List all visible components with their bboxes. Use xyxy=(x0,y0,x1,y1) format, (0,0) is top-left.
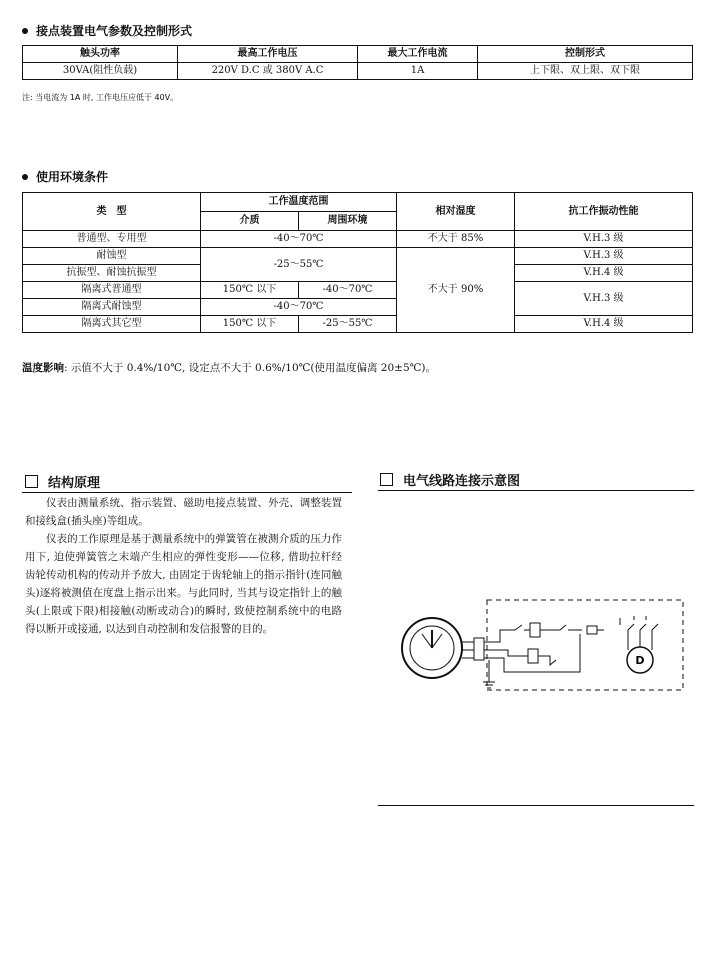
cell-vibration: V.H.4 级 xyxy=(515,265,693,282)
table-row xyxy=(23,282,693,299)
section-title-text: 接点装置电气参数及控制形式 xyxy=(36,24,193,38)
temperature-effect-text: : 示值不大于 0.4%/10℃, 设定点不大于 0.6%/10℃(使用温度偏离 20±5℃)。 xyxy=(64,362,436,374)
cell-type: 抗振型、耐蚀抗振型 xyxy=(23,265,201,282)
environment-table xyxy=(22,192,693,333)
cell-type: 隔离式耐蚀型 xyxy=(23,299,201,316)
header-humidity: 相对湿度 xyxy=(397,193,515,231)
cell-ambient: -40～70℃ xyxy=(299,282,397,299)
cell-vibration: V.H.3 级 xyxy=(515,231,693,248)
checkbox-square-icon xyxy=(380,473,393,486)
switch-contact-icon xyxy=(515,625,522,630)
cell-humidity: 不大于 90% xyxy=(397,248,515,333)
bullet-icon xyxy=(22,28,28,34)
bullet-icon xyxy=(22,174,28,180)
cell-type: 隔离式其它型 xyxy=(23,316,201,333)
cell-max-voltage: 220V D.C 或 380V A.C xyxy=(178,63,358,80)
wiring-title-text: 电气线路连接示意图 xyxy=(403,474,521,489)
cell-type: 普通型、专用型 xyxy=(23,231,201,248)
section-title-text: 使用环境条件 xyxy=(36,170,109,184)
header-type: 类 型 xyxy=(23,193,201,231)
cell-type: 耐蚀型 xyxy=(23,248,201,265)
header-max-voltage: 最高工作电压 xyxy=(178,46,358,63)
cell-temp: -40～70℃ xyxy=(201,231,397,248)
control-box-outline xyxy=(487,600,683,690)
table-header-row xyxy=(23,193,693,212)
voltage-note: 注: 当电流为 1A 时, 工作电压应低于 40V。 xyxy=(22,93,179,102)
cell-contact-power: 30VA(阻性负载) xyxy=(23,63,178,80)
motor-switch-icon xyxy=(628,624,658,630)
divider xyxy=(378,805,694,806)
table-row xyxy=(23,63,693,80)
switch-contact-icon xyxy=(538,656,556,665)
cell-medium: 150℃ 以下 xyxy=(201,282,299,299)
setpoint-needle-icon xyxy=(422,634,432,648)
cell-max-current: 1A xyxy=(358,63,478,80)
header-control-form: 控制形式 xyxy=(478,46,693,63)
section-electrical-params-title xyxy=(22,22,192,39)
cell-vibration: V.H.3 级 xyxy=(515,248,693,265)
relay-icon xyxy=(587,626,597,634)
structure-title-text: 结构原理 xyxy=(48,476,101,491)
setpoint-needle-icon xyxy=(432,634,442,648)
structure-section-title xyxy=(25,472,100,491)
motor-label: D xyxy=(635,654,645,667)
temperature-effect xyxy=(22,360,436,375)
structure-paragraph: 仪表由测量系统、指示装置、磁助电接点装置、外壳、调整装置和接线盒(插头座)等组成。 xyxy=(25,497,342,527)
electrical-params-table xyxy=(22,45,693,80)
wiring-section-title xyxy=(380,470,520,489)
cell-vibration: V.H.4 级 xyxy=(515,316,693,333)
cell-temp: -40～70℃ xyxy=(201,299,397,316)
temperature-effect-label: 温度影响 xyxy=(22,362,64,374)
cell-ambient: -25～55℃ xyxy=(299,316,397,333)
table-row xyxy=(23,231,693,248)
divider xyxy=(378,490,694,491)
header-max-current: 最大工作电流 xyxy=(358,46,478,63)
cell-temp: -25～55℃ xyxy=(201,248,397,282)
relay-coil-icon xyxy=(530,623,540,637)
header-ambient: 周围环境 xyxy=(299,212,397,231)
header-temp-range: 工作温度范围 xyxy=(201,193,397,212)
wiring-diagram xyxy=(390,590,690,700)
cell-control-form: 上下限、双上限、双下限 xyxy=(478,63,693,80)
terminal-block-icon xyxy=(474,638,484,660)
cell-humidity: 不大于 85% xyxy=(397,231,515,248)
structure-paragraph: 仪表的工作原理是基于测量系统中的弹簧管在被测介质的压力作用下, 迫使弹簧管之末端产生相应的弹性变形——位移, 借助拉杆经齿轮传动机构的传动并予放大, 由固定于齿轮轴上的指示指针(连同触头)逐将被测值在度盘上指示出来。与此同时, 当其与设定指针上的触头(上限或下限)相接触(动断或动合)的瞬时, 致使控制系统中的电路得以断开或接通, 以达到自动控制和发信报警的目的。 xyxy=(25,533,342,635)
relay-coil-icon xyxy=(528,649,538,663)
header-vibration: 抗工作振动性能 xyxy=(515,193,693,231)
table-header-row xyxy=(23,46,693,63)
section-environment-title xyxy=(22,168,108,185)
header-medium: 介质 xyxy=(201,212,299,231)
cell-vibration: V.H.3 级 xyxy=(515,282,693,316)
header-contact-power: 触头功率 xyxy=(23,46,178,63)
cell-type: 隔离式普通型 xyxy=(23,282,201,299)
cell-medium: 150℃ 以下 xyxy=(201,316,299,333)
checkbox-square-icon xyxy=(25,475,38,488)
table-row xyxy=(23,248,693,265)
table-row xyxy=(23,316,693,333)
divider xyxy=(22,492,352,493)
structure-text xyxy=(25,494,342,638)
